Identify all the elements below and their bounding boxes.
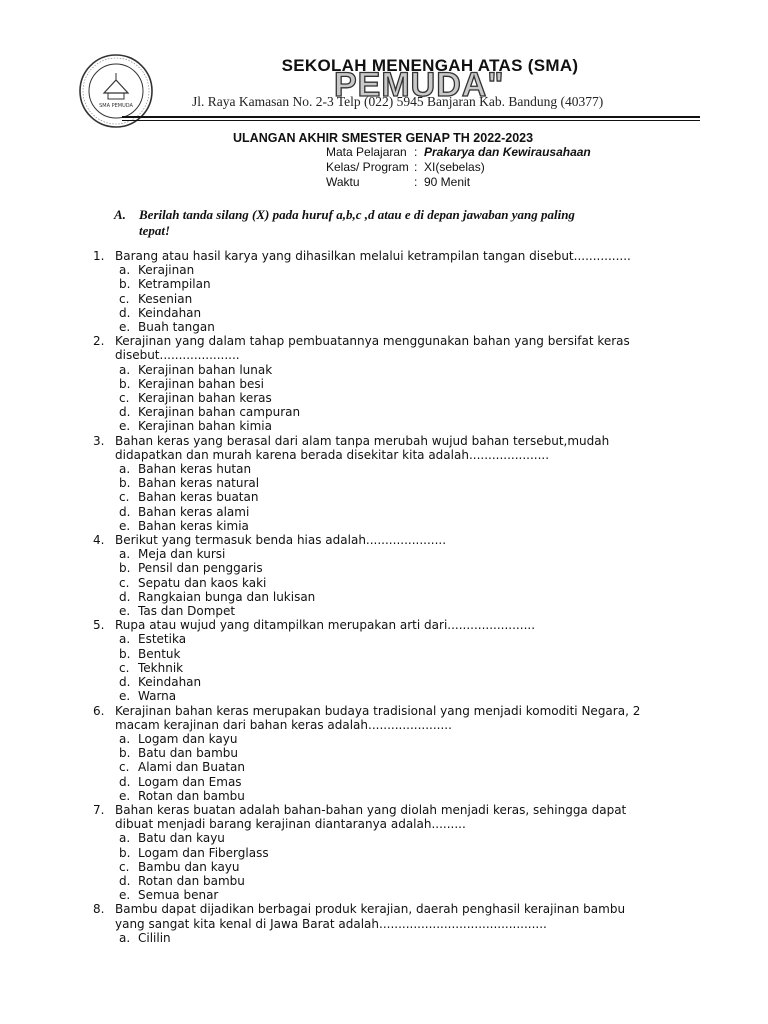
answer-option[interactable] [93,746,693,760]
question-list [93,249,693,945]
option-text: Bahan keras buatan [138,490,259,505]
meta-label: Mata Pelajaran [326,145,407,159]
exam-title: ULANGAN AKHIR SMESTER GENAP TH 2022-2023 [233,131,534,145]
answer-option[interactable] [93,632,693,646]
option-text: Batu dan bambu [138,746,238,761]
option-text: Bahan keras natural [138,476,260,491]
meta-value: 90 Menit [424,175,471,189]
option-text: Batu dan kayu [138,831,225,846]
question-number: 3. [93,433,105,448]
option-text: Kerajinan bahan kimia [138,419,272,434]
answer-option[interactable] [93,419,693,433]
question-number: 6. [93,703,105,718]
option-text: Semua benar [138,888,219,903]
answer-option[interactable] [93,263,693,277]
option-letter: b. [119,646,131,661]
option-text: Bambu dan kayu [138,859,240,874]
answer-option[interactable] [93,547,693,561]
option-text: Rotan dan bambu [138,788,245,803]
question-line: Bahan keras buatan adalah bahan-bahan yang diolah menjadi keras, sehingga dapat [115,802,627,817]
question-number: 1. [93,249,105,263]
school-name: SEKOLAH MENENGAH ATAS (SMA) [281,56,579,75]
option-text: Bahan keras kimia [138,518,249,533]
meta-label: Kelas/ Program [326,160,409,174]
question-text [93,533,693,547]
exam-meta [326,145,591,190]
option-letter: d. [119,504,131,519]
option-text: Pensil dan penggaris [138,561,263,576]
option-letter: b. [119,476,131,491]
answer-option[interactable] [93,831,693,845]
question-number: 7. [93,802,105,817]
question-item [93,902,693,945]
option-text: Keindahan [138,305,202,320]
answer-option[interactable] [93,888,693,902]
option-text: Logam dan Emas [138,774,242,789]
question-line: Berikut yang termasuk benda hias adalah..................... [115,533,447,548]
option-letter: a. [119,547,131,562]
option-letter: c. [119,760,130,775]
option-letter: b. [119,277,131,292]
option-letter: e. [119,419,131,434]
option-letter: a. [119,462,131,477]
question-line: yang sangat kita kenal di Jawa Barat adalah............................................ [115,916,547,931]
meta-value: Prakarya dan Kewirausahaan [424,145,591,159]
question-item [93,533,693,618]
answer-option[interactable] [93,490,693,504]
answer-option[interactable] [93,519,693,533]
question-line: Kerajinan yang dalam tahap pembuatannya menggunakan bahan yang bersifat keras [115,334,630,349]
option-text: Kerajinan [138,263,195,278]
answer-option[interactable] [93,561,693,575]
answer-option[interactable] [93,292,693,306]
answer-option[interactable] [93,462,693,476]
option-letter: d. [119,305,131,320]
option-text: Kerajinan bahan campuran [138,405,301,420]
option-text: Tas dan Dompet [138,604,236,619]
instruction-line: Berilah tanda silang (X) pada huruf a,b,c ,d atau e di depan jawaban yang paling [139,207,575,222]
option-letter: a. [119,632,131,647]
option-text: Tekhnik [138,660,184,675]
question-item [93,249,693,334]
option-letter: b. [119,746,131,761]
meta-value: XI(sebelas) [424,160,485,174]
option-text: Estetika [138,632,187,647]
answer-option[interactable] [93,846,693,860]
answer-option[interactable] [93,405,693,419]
question-line: didapatkan dan murah karena berada disekitar kita adalah..................... [115,447,550,462]
question-number: 8. [93,902,105,917]
header-divider-thin [122,120,700,121]
option-text: Alami dan Buatan [138,760,245,775]
option-text: Rangkaian bunga dan lukisan [138,589,316,604]
option-text: Logam dan kayu [138,731,238,746]
question-text [93,803,693,817]
question-text [93,249,693,263]
option-letter: c. [119,391,130,406]
option-letter: c. [119,859,130,874]
option-letter: d. [119,589,131,604]
answer-option[interactable] [93,732,693,746]
question-line: Bambu dapat dijadikan berbagai produk kerajian, daerah penghasil kerajinan bambu [115,902,626,917]
option-text: Bahan keras alami [138,504,250,519]
option-text: Logam dan Fiberglass [138,845,269,860]
option-text: Sepatu dan kaos kaki [138,575,267,590]
question-text [93,704,693,718]
option-letter: c. [119,660,130,675]
header-divider [122,116,700,118]
option-text: Bahan keras hutan [138,462,252,477]
question-text [93,618,693,632]
question-text [93,334,693,348]
school-address: Jl. Raya Kamasan No. 2-3 Telp (022) 5945 Banjaran Kab. Bandung (40377) [192,94,604,109]
option-text: Bentuk [138,646,181,661]
question-number: 2. [93,334,105,349]
answer-option[interactable] [93,391,693,405]
option-letter: c. [119,575,130,590]
question-line: Kerajinan bahan keras merupakan budaya tradisional yang menjadi komoditi Negara, 2 [115,703,641,718]
option-letter: a. [119,831,131,846]
option-letter: c. [119,291,130,306]
question-item [93,334,693,433]
answer-option[interactable] [93,775,693,789]
option-letter: a. [119,362,131,377]
option-letter: d. [119,774,131,789]
option-text: Buah tangan [138,320,215,335]
question-line: macam kerajinan dari bahan keras adalah...................... [115,717,452,732]
option-letter: b. [119,561,131,576]
option-letter: a. [119,263,131,278]
instruction-line: tepat! [139,223,171,238]
question-item [93,618,693,703]
answer-option[interactable] [93,476,693,490]
option-letter: a. [119,930,131,945]
answer-option[interactable] [93,647,693,661]
option-text: Ketrampilan [138,277,211,292]
answer-option[interactable] [93,363,693,377]
option-letter: e. [119,604,131,619]
option-text: Kerajinan bahan lunak [138,362,273,377]
option-letter: c. [119,490,130,505]
question-text [93,902,693,916]
option-letter: b. [119,845,131,860]
option-letter: e. [119,888,131,903]
question-line: Bahan keras yang berasal dari alam tanpa merubah wujud bahan tersebut,mudah [115,433,610,448]
logo-text: SMA PEMUDA [99,103,133,109]
question-text [93,434,693,448]
answer-option[interactable] [93,931,693,945]
answer-option[interactable] [93,675,693,689]
option-text: Keindahan [138,675,202,690]
meta-label: Waktu [326,175,360,189]
answer-option[interactable] [93,760,693,774]
question-item [93,803,693,902]
option-text: Warna [138,689,177,704]
option-text: Kerajinan bahan besi [138,376,264,391]
answer-option[interactable] [93,874,693,888]
answer-option[interactable] [93,860,693,874]
question-line: Rupa atau wujud yang ditampilkan merupakan arti dari....................... [115,618,536,633]
answer-option[interactable] [93,576,693,590]
question-line: Barang atau hasil karya yang dihasilkan melalui ketrampilan tangan disebut............... [115,249,631,263]
option-letter: e. [119,518,131,533]
option-text: Meja dan kursi [138,547,226,562]
option-letter: a. [119,731,131,746]
answer-option[interactable] [93,604,693,618]
option-text: Kesenian [138,291,193,306]
answer-option[interactable] [93,590,693,604]
answer-option[interactable] [93,789,693,803]
answer-option[interactable] [93,661,693,675]
option-letter: b. [119,376,131,391]
option-letter: e. [119,689,131,704]
question-number: 5. [93,618,105,633]
option-letter: e. [119,788,131,803]
answer-option[interactable] [93,277,693,291]
option-text: Cililin [138,930,171,945]
option-letter: d. [119,405,131,420]
school-brand: PEMUDA" [334,66,505,104]
question-number: 4. [93,533,105,548]
answer-option[interactable] [93,377,693,391]
meta-row-time: Waktu : 90 Menit [326,175,471,189]
question-line: disebut..................... [115,348,240,363]
meta-row-class: Kelas/ Program : XI(sebelas) [326,160,485,174]
question-item [93,704,693,803]
answer-option[interactable] [93,689,693,703]
option-letter: d. [119,675,131,690]
question-line: dibuat menjadi barang kerajinan diantaranya adalah......... [115,817,466,832]
question-item [93,434,693,533]
meta-row-subject: Mata Pelajaran : Prakarya dan Kewirausahaan [326,145,591,159]
section-instruction [114,207,674,239]
option-text: Rotan dan bambu [138,873,245,888]
instruction-letter: A. [114,207,126,222]
answer-option[interactable] [93,306,693,320]
option-letter: d. [119,873,131,888]
option-text: Kerajinan bahan keras [138,391,272,406]
option-letter: e. [119,320,131,335]
answer-option[interactable] [93,505,693,519]
answer-option[interactable] [93,320,693,334]
